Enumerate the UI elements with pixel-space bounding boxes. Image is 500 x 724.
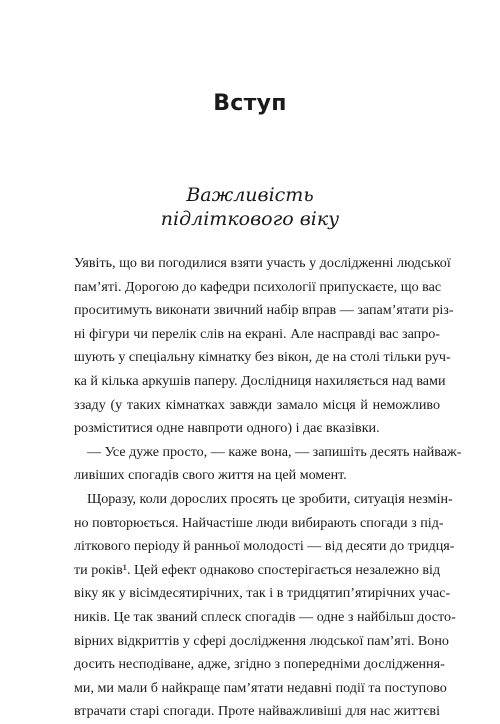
text-line: ка й кілька аркушів паперу. Дослідниця нахиляється над вами [74, 372, 446, 389]
text-line: ників. Це так званий сплеск спогадів — одне з найбільш досто- [74, 608, 456, 625]
section-subtitle [0, 183, 500, 231]
body-text [74, 252, 462, 724]
section-subtitle-line-1: Важливість [186, 184, 314, 206]
text-line: ззаду (у таких кімнатках завжди замало місця й неможливо [74, 396, 440, 413]
section-subtitle-line-2: підліткового віку [160, 208, 340, 230]
text-line: ливіших спогадів свого життя на цей момент. [74, 467, 347, 484]
text-line: літкового періоду й ранньої молодості — від десяти до тридця- [74, 538, 455, 555]
text-line: вірних відкриттів у сфері дослідження людської пам’яті. Воно [74, 632, 449, 649]
text-line: розміститися одне навпроти одного) і дає вказівки. [74, 420, 380, 437]
text-line: віку як у вісімдесятирічних, так і в тридцятип’ятирічних учас- [74, 585, 451, 602]
text-line: но повторюється. Найчастіше люди вибирають спогади з під- [74, 514, 444, 531]
text-line: ти років¹. Цей ефект однаково спостерігається незалежно від [74, 561, 441, 578]
text-line: досить несподіване, адже, згідно з попередніми дослідження- [74, 656, 445, 673]
text-line: втрачати старі спогади. Проте найважливіші для нас життєві [74, 703, 440, 720]
text-line: Щоразу, коли дорослих просять це зробити, ситуація незмін- [87, 490, 453, 507]
text-line: проситимуть виконати звичний набір вправ — запам’ятати різ- [74, 302, 454, 319]
text-line: пам’яті. Дорогою до кафедри психології припускаєте, що вас [74, 278, 442, 295]
text-line: — Усе дуже просто, — каже вона, — запишіть десять найваж- [87, 443, 462, 460]
text-line: Уявіть, що ви погодилися взяти участь у дослідженні людської [74, 255, 451, 271]
text-line: шують у спеціальну кімнатку без вікон, де на столі тільки руч- [74, 349, 451, 366]
text-line: ми, ми мали б найкраще пам’ятати недавні події та поступово [74, 679, 447, 696]
text-line: ні фігури чи перелік слів на екрані. Але насправді вас запро- [74, 325, 440, 342]
chapter-title: Вступ [213, 91, 287, 116]
